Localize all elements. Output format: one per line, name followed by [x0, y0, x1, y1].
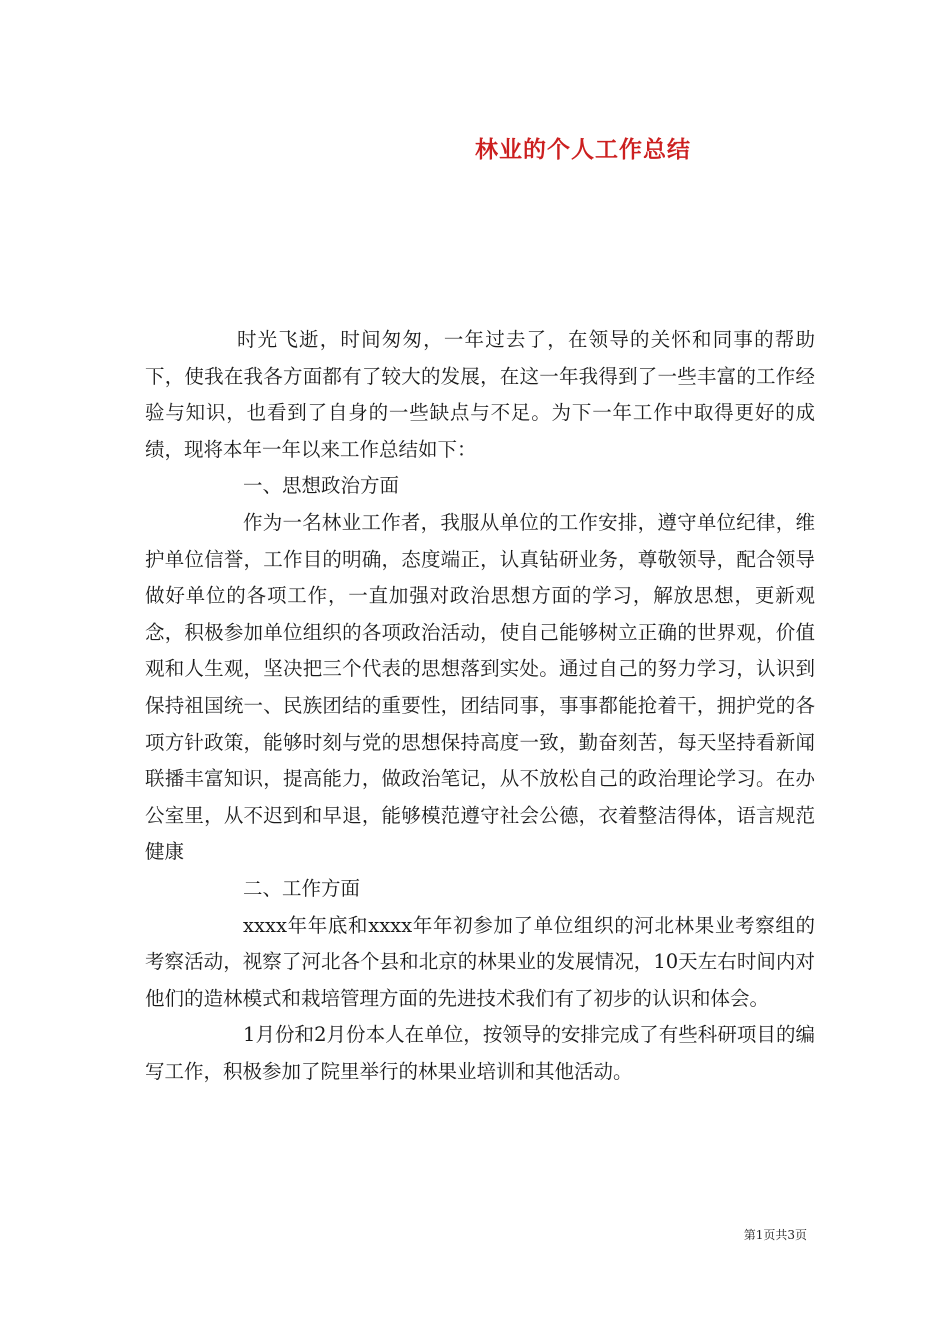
intro-paragraph: 时光飞逝，时间匆匆，一年过去了，在领导的关怀和同事的帮助下，使我在我各方面都有了较大的发展，在这一年我得到了一些丰富的工作经验与知识，也看到了自身的一些缺点与不足。为下一年工作中取得更好的成绩，现将本年一年以来工作总结如下： [145, 328, 815, 461]
work-paragraph-inspection: xxxx年年底和xxxx年年初参加了单位组织的河北林果业考察组的考察活动，视察了河北各个县和北京的林果业的发展情况，10天左右时间内对他们的造林模式和栽培管理方面的先进技术我们有了初步的认识和体会。 [145, 913, 815, 1010]
document-title: 林业的个人工作总结 [475, 136, 691, 163]
document-body [145, 322, 815, 1090]
page-number: 第1页共3页 [743, 1228, 807, 1242]
work-paragraph-research: 1月份和2月份本人在单位，按领导的安排完成了有些科研项目的编写工作，积极参加了院里举行的林果业培训和其他活动。 [145, 1023, 815, 1083]
political-paragraph: 作为一名林业工作者，我服从单位的工作安排，遵守单位纪律，维护单位信誉，工作目的明确，态度端正，认真钻研业务，尊敬领导，配合领导做好单位的各项工作，一直加强对政治思想方面的学习，解放思想，更新观念，积极参加单位组织的各项政治活动，使自己能够树立正确的世界观，价值观和人生观，坚决把三个代表的思想落到实处。通过自己的努力学习，认识到保持祖国统一、民族团结的重要性，团结同事，事事都能抢着干，拥护党的各项方针政策，能够时刻与党的思想保持高度一致，勤奋刻苦，每天坚持看新闻联播丰富知识，提高能力，做政治笔记，从不放松自己的政治理论学习。在办公室里，从不迟到和早退，能够模范遵守社会公德，衣着整洁得体，语言规范健康 [145, 510, 815, 864]
section-heading-political: 一、思想政治方面 [243, 474, 400, 498]
section-heading-work: 二、工作方面 [243, 876, 361, 900]
